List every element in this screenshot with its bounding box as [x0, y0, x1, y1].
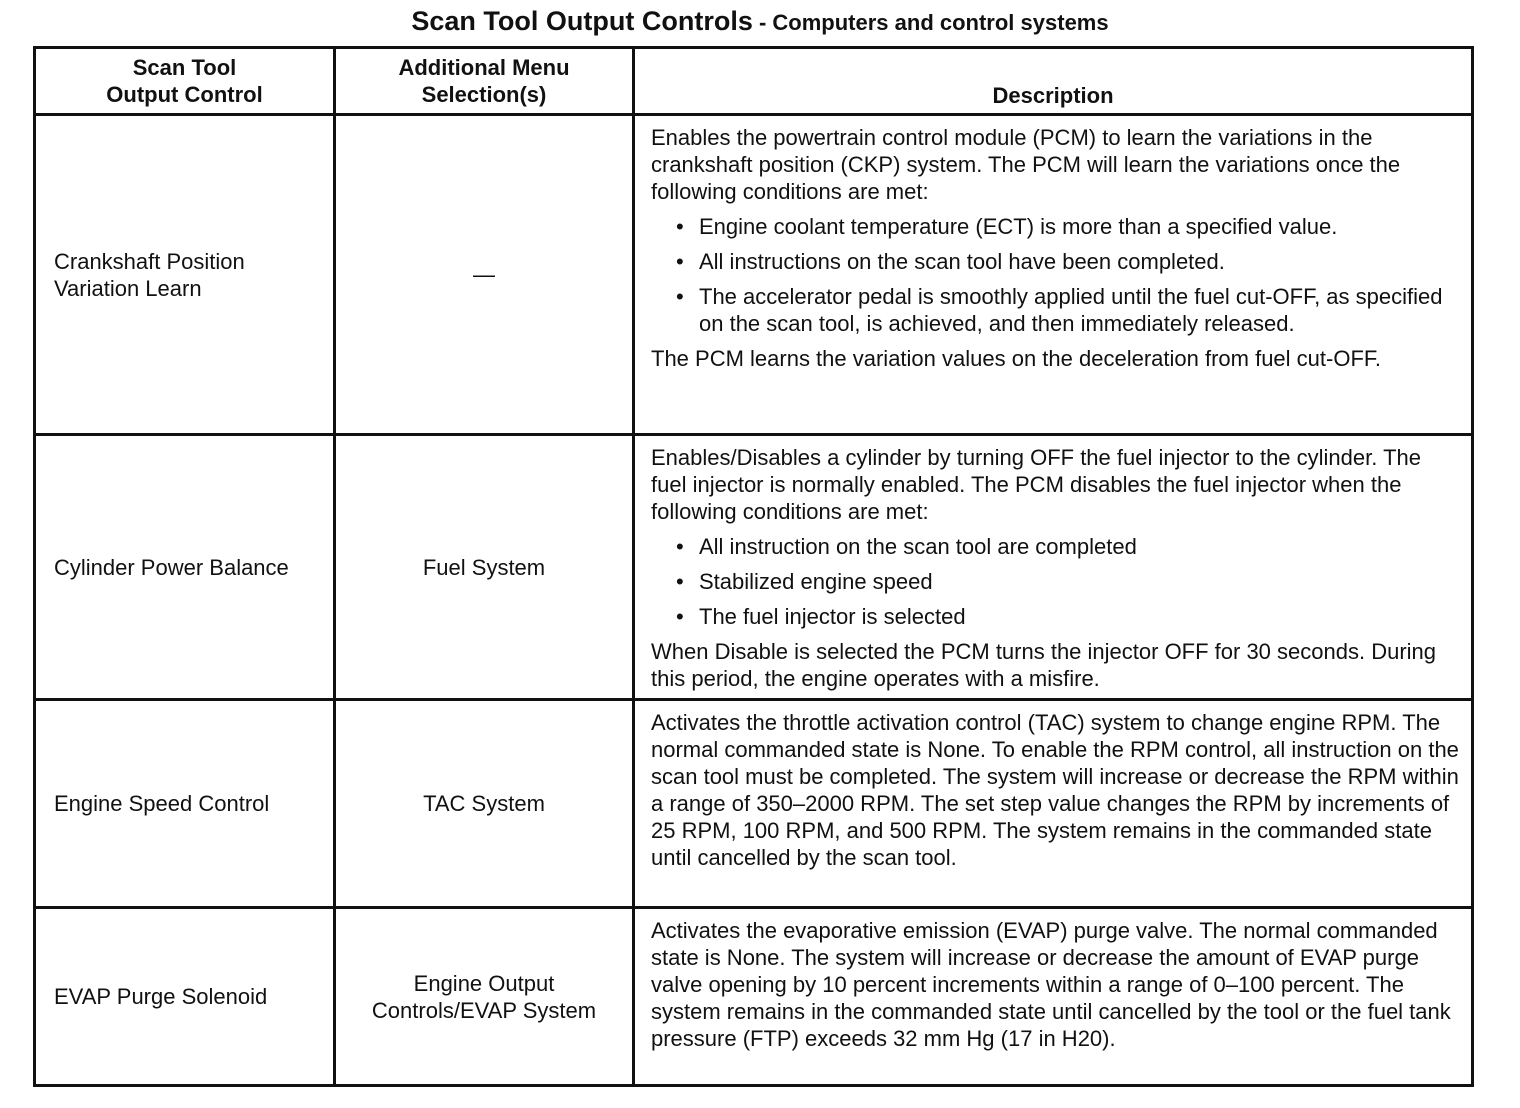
row-description [634, 700, 1473, 908]
condition-list [651, 533, 1461, 630]
header-output-control: Scan Tool Output Control [35, 48, 335, 115]
table-row [35, 908, 1473, 1086]
description-intro: Activates the throttle activation control (TAC) system to change engine RPM. The normal commanded state is None. To enable the RPM control, all instruction on the scan tool must be completed. The system will increase or decrease the RPM within a range of 350–2000 RPM. The set step value changes the RPM by increments of 25 RPM, 100 RPM, and 500 RPM. The system remains in the commanded state until cancelled by the scan tool. [651, 710, 1459, 870]
row-output-control: Cylinder Power Balance [35, 435, 335, 700]
condition-item: • All instructions on the scan tool have been completed. [651, 248, 1461, 275]
description-outro: The PCM learns the variation values on the deceleration from fuel cut-OFF. [651, 346, 1382, 371]
table-row [35, 435, 1473, 700]
table-row [35, 700, 1473, 908]
condition-item: • Engine coolant temperature (ECT) is more than a specified value. [651, 213, 1461, 240]
row-output-control: Engine Speed Control [35, 700, 335, 908]
description-intro: Activates the evaporative emission (EVAP) purge valve. The normal commanded state is None. The system will increase or decrease the amount of EVAP purge valve opening by 10 percent increments within a range of 0–100 percent. The system remains in the commanded state until cancelled by the tool or the fuel tank pressure (FTP) exceeds 32 mm Hg (17 in H20). [651, 918, 1451, 1051]
output-controls-table [33, 46, 1474, 1087]
row-description [634, 435, 1473, 700]
description-outro: When Disable is selected the PCM turns the injector OFF for 30 seconds. During this period, the engine operates with a misfire. [651, 639, 1437, 691]
title-subtitle: - Computers and control systems [752, 10, 1109, 35]
page-title [0, 4, 1520, 43]
condition-list [651, 213, 1461, 337]
row-description [634, 115, 1473, 435]
condition-item: • All instruction on the scan tool are completed [651, 533, 1461, 560]
condition-item: • Stabilized engine speed [651, 568, 1461, 595]
row-output-control: EVAP Purge Solenoid [35, 908, 335, 1086]
description-intro: Enables the powertrain control module (PCM) to learn the variations in the crankshaft position (CKP) system. The PCM will learn the variations once the following conditions are met: [651, 125, 1401, 204]
row-menu-selection: Fuel System [335, 435, 634, 700]
header-description: Description [634, 48, 1473, 115]
table-header-row [35, 48, 1473, 115]
row-output-control: Crankshaft Position Variation Learn [35, 115, 335, 435]
row-description [634, 908, 1473, 1086]
description-intro: Enables/Disables a cylinder by turning OFF the fuel injector to the cylinder. The fuel injector is normally enabled. The PCM disables the fuel injector when the following conditions are met: [651, 445, 1421, 524]
row-menu-selection: Engine Output Controls/EVAP System [335, 908, 634, 1086]
row-menu-selection: TAC System [335, 700, 634, 908]
condition-item: • The fuel injector is selected [651, 603, 1461, 630]
condition-item: • The accelerator pedal is smoothly applied until the fuel cut-OFF, as specified on the scan tool, is achieved, and then immediately released. [651, 283, 1461, 337]
table-row [35, 115, 1473, 435]
header-menu-selections: Additional Menu Selection(s) [335, 48, 634, 115]
title-main: Scan Tool Output Controls [411, 6, 753, 36]
row-menu-selection: — [335, 115, 634, 435]
